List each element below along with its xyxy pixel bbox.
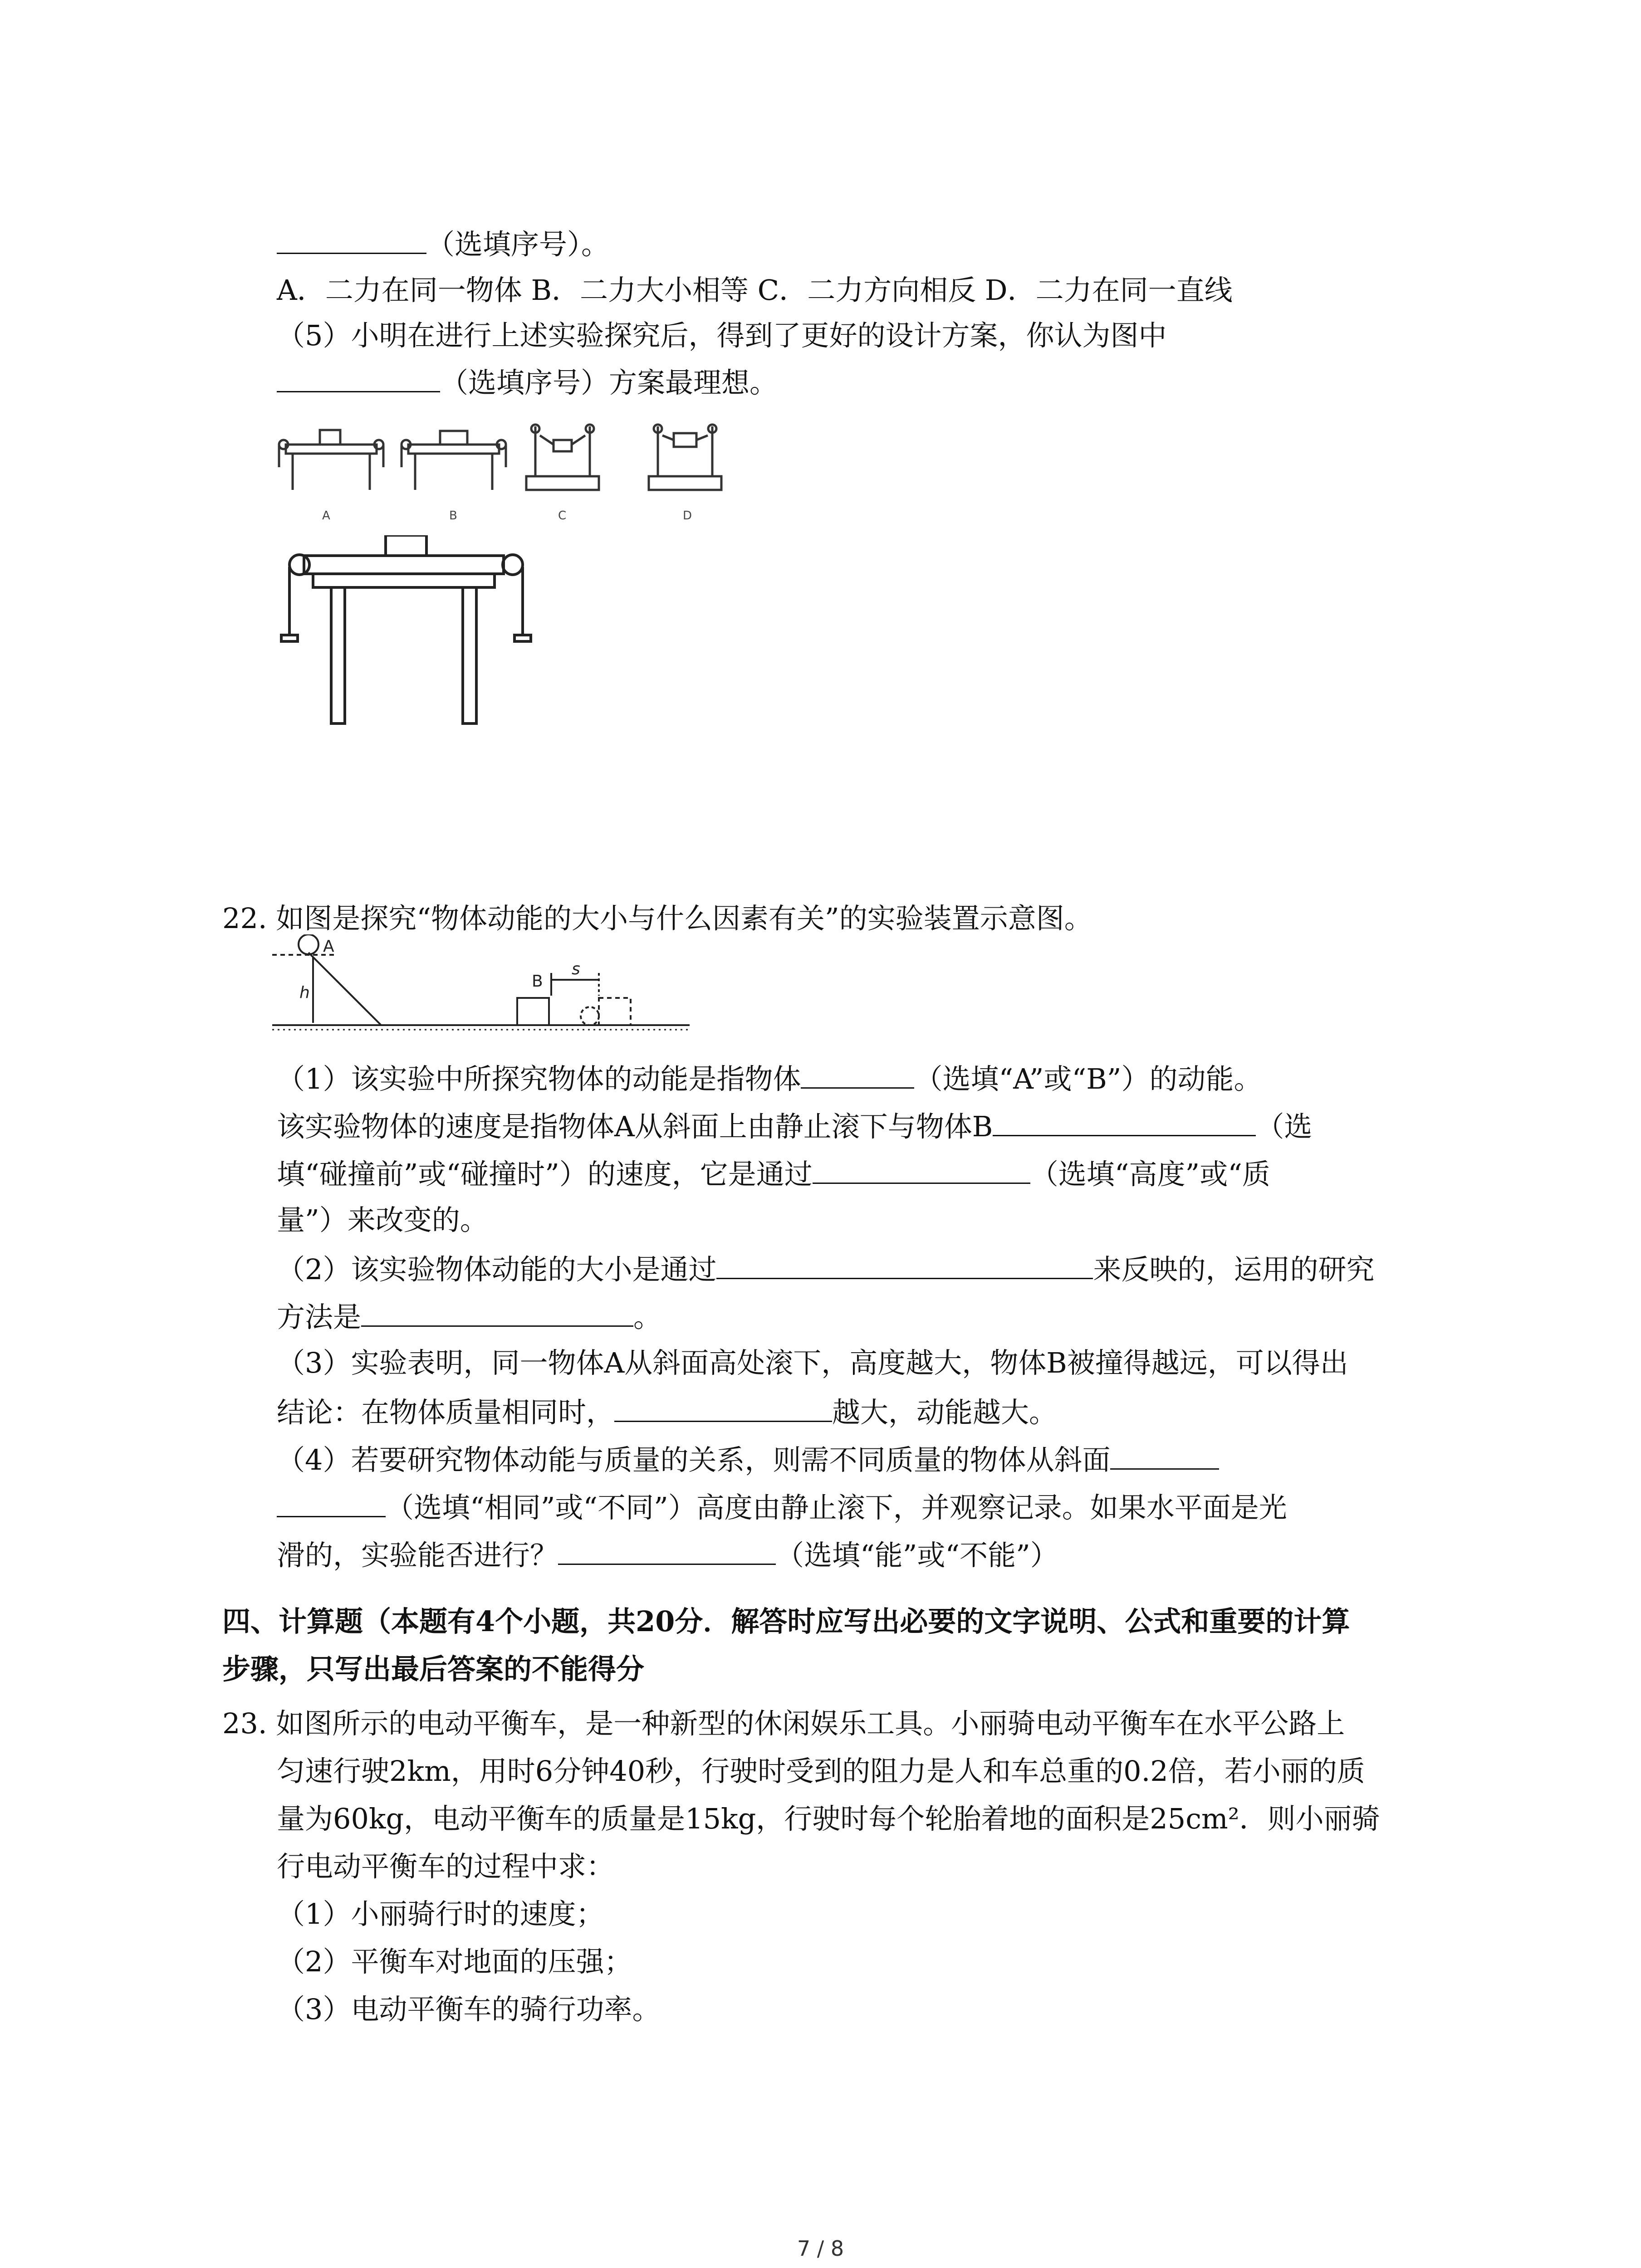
q23-line3: 量为60kg，电动平衡车的质量是15kg，行驶时每个轮胎着地的面积是25cm²．则小丽骑 xyxy=(277,1802,1380,1835)
section-4-title-line2: 步骤，只写出最后答案的不能得分 xyxy=(222,1652,645,1686)
answer-blank[interactable] xyxy=(614,1393,832,1422)
answer-blank[interactable] xyxy=(277,1488,386,1517)
answer-blank[interactable] xyxy=(558,1535,776,1565)
answer-blank[interactable] xyxy=(361,1297,633,1327)
answer-blank[interactable] xyxy=(716,1250,1093,1279)
q22-stem: 22. 如图是探究“物体动能的大小与什么因素有关”的实验装置示意图。 xyxy=(222,902,1092,935)
q22-part4-line1: （4）若要研究物体动能与质量的关系，则需不同质量的物体从斜面 xyxy=(277,1440,1219,1478)
label-height-h: h xyxy=(299,983,310,1002)
q23-sub3: （3）电动平衡车的骑行功率。 xyxy=(277,1993,661,2026)
q22-part4-line3: 滑的，实验能否进行？ （选填“能”或“不能”） xyxy=(277,1535,1058,1574)
section-4-title-line1: 四、计算题（本题有4个小题，共20分．解答时应写出必要的文字说明、公式和重要的计算 xyxy=(222,1605,1350,1638)
q22-setup-figure xyxy=(272,934,703,1052)
q21-design-figures xyxy=(272,417,749,535)
q22-part2-line2: 方法是 。 xyxy=(277,1297,661,1335)
fig-label-b: B xyxy=(449,509,457,523)
q22-part3-line2: 结论：在物体质量相同时， 越大，动能越大。 xyxy=(277,1393,1057,1431)
q22-part4-line2: （选填“相同”或“不同”）高度由静止滚下，并观察记录。如果水平面是光 xyxy=(277,1488,1287,1526)
q23-line1: 23. 如图所示的电动平衡车，是一种新型的休闲娱乐工具。小丽骑电动平衡车在水平公路上 xyxy=(222,1707,1345,1740)
q23-sub1: （1）小丽骑行时的速度； xyxy=(277,1897,604,1931)
q23-sub2: （2）平衡车对地面的压强； xyxy=(277,1945,632,1978)
page-number: 7 / 8 xyxy=(797,2236,844,2261)
label-block-b: B xyxy=(532,972,543,991)
q22-part2-line1: （2）该实验物体动能的大小是通过 来反映的，运用的研究 xyxy=(277,1250,1374,1288)
q21-large-table-figure xyxy=(277,535,540,735)
fig-label-c: C xyxy=(558,509,567,523)
q21-line-1: （选填序号）。 xyxy=(277,225,609,263)
fig-label-a: A xyxy=(322,509,330,523)
answer-blank[interactable] xyxy=(993,1107,1256,1136)
q22-part1-line1: （1）该实验中所探究物体的动能是指物体 （选填“A”或“B”）的动能。 xyxy=(277,1059,1262,1097)
answer-blank[interactable] xyxy=(1110,1440,1219,1470)
q22-part1-line2: 该实验物体的速度是指物体A从斜面上由静止滚下与物体B （选 xyxy=(277,1107,1312,1145)
answer-blank[interactable] xyxy=(277,363,440,392)
answer-blank[interactable] xyxy=(813,1154,1030,1184)
fig-label-d: D xyxy=(683,509,692,523)
q23-line4: 行电动平衡车的过程中求： xyxy=(277,1850,615,1883)
q23-line2: 匀速行驶2km，用时6分钟40秒，行驶时受到的阻力是人和车总重的0.2倍，若小丽的质 xyxy=(277,1755,1365,1788)
answer-blank[interactable] xyxy=(277,225,426,254)
q21-part5: （5）小明在进行上述实验探究后，得到了更好的设计方案，你认为图中 xyxy=(277,319,1167,352)
q21-options: A．二力在同一物体 B．二力大小相等 C．二力方向相反 D．二力在同一直线 xyxy=(277,274,1233,307)
label-distance-s: s xyxy=(572,960,580,978)
q21-line-4: （选填序号）方案最理想。 xyxy=(277,363,778,401)
label-ball-a: A xyxy=(323,937,334,956)
answer-blank[interactable] xyxy=(801,1059,914,1089)
q22-part1-line3: 填“碰撞前”或“碰撞时”）的速度，它是通过 （选填“高度”或“质 xyxy=(277,1154,1270,1193)
q22-part3-line1: （3）实验表明，同一物体A从斜面高处滚下，高度越大，物体B被撞得越远，可以得出 xyxy=(277,1346,1348,1379)
q22-part1-line4: 量”）来改变的。 xyxy=(277,1203,488,1237)
